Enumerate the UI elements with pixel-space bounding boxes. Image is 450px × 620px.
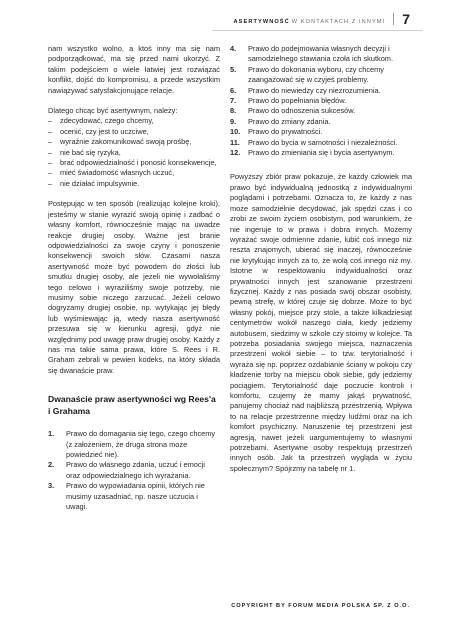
rights-list-part1 [48,429,220,512]
right-item [48,460,220,481]
right-item [230,86,412,96]
right-text: Prawo do prywatności. [248,127,323,137]
right-item [48,429,220,460]
right-item [230,44,412,65]
right-number: 1. [48,429,55,439]
right-text: Prawo do wypowiadania opinii, których nie musimy uzasadniać, np. nasze uczucia i uwagi. [66,481,205,512]
right-text: Prawo do dokonania wyboru, czy chcemy zaangażować się w czyjeś problemy. [248,64,384,85]
right-text: Prawo do popełniania błędów. [248,96,347,106]
right-text: Prawo do zmiany zdania. [248,116,331,126]
header-section-bold: ASERTYWNOŚĆ [233,19,290,25]
list-lead: Dlatego chcąc być asertywnym, należy: [48,106,178,116]
right-text: Prawo do niewiedzy czy niezrozumienia. [248,85,381,95]
body-paragraph: Powyższy zbiór praw pokazuje, że każdy człowiek ma prawo być indywidualną jednostką z indywidualnymi poglądami i potrzebami. Oznacza to, że każdy z nas może samodzielnie decydować, jak spędzi czas i co zrobi ze swoim życiem osobistym, pod warunkiem, że nie ingeruje to w prawa i dobra innych. Możemy wyrażać swoje odmienne zdanie, lubić coś innego niż reszta znajomych, ubierać się inaczej, równocześnie nie krytykując innych za to, że wolą coś innego niż my. Istotne w respektowaniu indywidualności oraz prywatności innych jest szanowanie przestrzeni fizycznej. Każdy z nas posiada swój obszar osobisty, pewną strefę, w której czuje się dobrze. Może to być własny pokój, miejsce przy stole, a także kilkadziesiąt centymetrów wokół naszego ciała, kiedy jedziemy autobusem, siedzimy w szkole czy stoimy w kolejce. Ta potrzeba posiadania swojego miejsca, naznaczenia przestrzeni wokół siebie – to tzw. terytorialność i wyraża się np. poprzez ozdabianie ściany w pokoju czy kładzenie torby na miejscu obok siebie, gdy jedziemy pociągiem. Terytorialność daje poczucie kontroli i komfortu, czujemy że mamy jakąś prywatność, panujemy chociaż nad najbliższą przestrzenią. Wpływa to na relacje przestrzenne między ludźmi oraz na ich komfort psychiczny. Naruszenie tej przestrzeni jest agresją, nawet jeżeli uargumentujemy to własnymi potrzebami. Asertywne osoby respektują przestrzeń innych osób. Jak ta przestrzeń wygląda w życiu społecznym? Spójrzmy na tabelę nr 1. [230,172,412,473]
right-item [48,481,220,512]
header-rule [212,30,422,31]
right-number: 4. [230,44,237,53]
left-column [48,44,220,522]
list-item: – nie bać się ryzyka, [48,148,220,158]
right-text: Prawo do domagania się tego, czego chcemy (z założeniem, że druga strona może powiedzieć nie). [66,429,216,459]
intro-paragraph: nam wszystko wolno, a ktoś inny ma się nam podporządkować, ma się przed nami ukorzyć. Z takim podejściem o wiele łatwiej jest rozwiązać konflikt, dojść do kompromisu, a przede wszystkim nawiązywać satysfakcjonujące relacje. [48,44,220,95]
right-item [230,138,412,148]
body-paragraph: Postępując w ten sposób (realizując kolejne kroki), jesteśmy w stanie wyrazić swoją opinię i zadbać o własny komfort, równocześnie mając na uwadze reakcje drugiej osoby. Ważne jest branie odpowiedzialności za swoje czyny i ponoszenie konsekwencji swoich słów. Czasami nasza asertywność może być powodem do złości lub smutku drugiej osoby, ale jeżeli nie wywołaliśmy tego celowo i wyraziliśmy swoje potrzeby, nie musimy sobie niczego zarzucać. Jeżeli celowo dogryzamy drugiej osobie, np. wytykając jej błędy lub wyśmiewając ją, wtedy nasza asertywność przesuwa się w kierunku agresji, gdyż nie względnimy pod uwagę praw drugiej osoby. Każdy z nas ma takie sama prawa, które S. Rees i R. Graham zebrali w pewien kodeks, na który składa się dwanaście praw. [48,199,220,375]
section-heading: Dwanaście praw asertywności wg Rees'a i Grahama [48,394,216,416]
right-item [230,65,412,86]
right-item [230,106,412,116]
right-text: Prawo do zmieniania się i bycia asertywnym. [248,148,395,158]
right-item [230,127,412,137]
right-number: 12. [230,148,241,158]
right-text: Prawo do własnego zdania, uczuć i emocji oraz odpowiedzialnego ich wyrażania. [66,460,205,480]
right-item [230,117,412,127]
right-item [230,148,412,158]
running-header [234,10,410,28]
list-item: – zdecydować, czego chcemy, [48,116,220,126]
right-text: Prawo do bycia w samotności i niezależności. [248,137,398,147]
header-section-title [234,10,386,28]
assertiveness-steps-list [48,116,220,189]
right-number: 11. [230,137,240,147]
right-number: 7. [230,96,237,106]
copyright-footer: COPYRIGHT BY FORUM MEDIA POLSKA SP. Z O.O. [231,603,410,609]
list-item: – wyraźnie zakomunikować swoją prośbę, [48,137,220,147]
header-section-rest: W KONTAKTACH Z INNYMI [291,19,386,25]
right-number: 8. [230,106,237,116]
page-number: 7 [402,11,410,27]
right-text: Prawo do podejmowania własnych decyzji i samodzielnego stawiania czoła ich skutkom. [248,44,394,64]
list-item: – brać odpowiedzialność i ponosić konsekwencje, [48,158,220,168]
right-number: 10. [230,127,241,137]
right-number: 9. [230,116,237,126]
header-divider [393,13,394,25]
right-number: 2. [48,460,55,470]
right-number: 6. [230,85,237,95]
right-number: 5. [230,64,237,74]
list-item: – ocenić, czy jest to uczciwe, [48,127,220,137]
right-item [230,96,412,106]
list-item: – mieć świadomość własnych uczuć, [48,168,220,178]
right-column [230,44,412,484]
right-number: 3. [48,481,55,491]
right-text: Prawo do odnoszenia sukcesów. [248,106,356,116]
rights-list-part2 [230,44,412,158]
list-item: – nie działać impulsywnie. [48,179,220,189]
